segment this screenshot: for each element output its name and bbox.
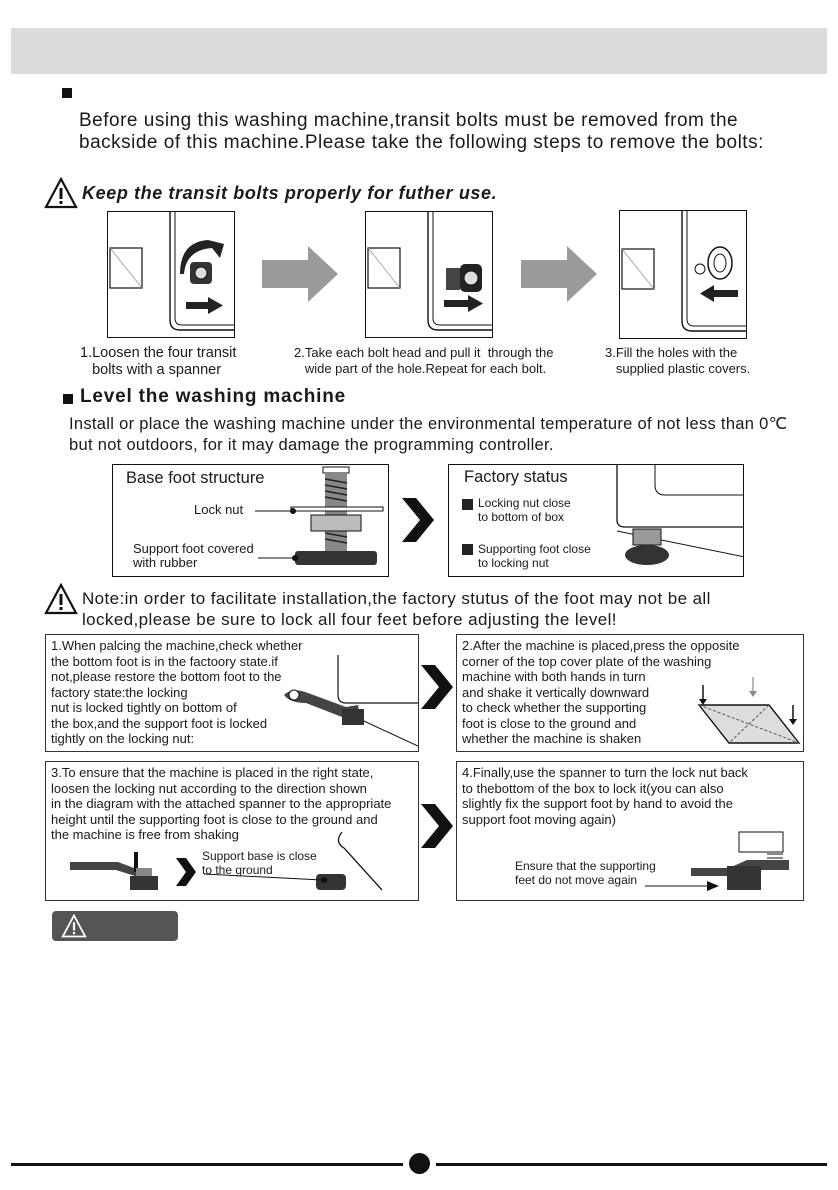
adjust-step-4-box <box>456 761 804 901</box>
ensure-feet-label: Ensure that the supporting feet do not move again <box>515 859 656 887</box>
factory-status-title: Factory status <box>464 468 568 486</box>
chevron-right-icon <box>421 665 453 709</box>
bullet-square <box>63 394 73 404</box>
bolt-step-1-caption: 1.Loosen the four transit bolts with a spanner <box>80 345 237 378</box>
factory-status-box <box>448 464 744 577</box>
level-text: Install or place the washing machine under the environmental temperature of not less than 0℃ but not outdoors, for it may damage the programming controller. <box>69 415 788 454</box>
lock-nut-label: Lock nut <box>194 502 244 517</box>
figure-pull-bolt <box>365 211 493 338</box>
adjust-step-1-box <box>45 634 419 752</box>
legend-square <box>462 544 473 555</box>
level-title: Level the washing machine <box>80 386 347 407</box>
figure-loosen-bolt <box>107 211 235 338</box>
adjust-step-1-text: 1.When palcing the machine,check whether the bottom foot is in the factoory state.if not,please restore the bottom foot to the factory state:the locking nut is locked tightly on bottom of the box,and the support foot is locked tightly on the locking nut: <box>51 638 303 746</box>
intro-text: Before using this washing machine,transit bolts must be removed from the backside of this machine.Please take the following steps to remove the bolts: <box>79 110 764 153</box>
chevron-right-icon <box>402 498 434 542</box>
legend-square <box>462 499 473 510</box>
header-bar <box>11 28 827 74</box>
factory-item-1: Locking nut close to bottom of box <box>478 496 571 524</box>
warning-icon <box>44 583 78 615</box>
adjust-step-3-box <box>45 761 419 901</box>
base-foot-title: Base foot structure <box>126 469 265 487</box>
bolt-step-2-caption: 2.Take each bolt head and pull it through the wide part of the hole.Repeat for each bolt. <box>294 345 554 376</box>
bullet-square <box>62 88 72 98</box>
factory-item-2: Supporting foot close to locking nut <box>478 542 591 570</box>
bolt-step-3-caption: 3.Fill the holes with the supplied plastic covers. <box>605 345 751 376</box>
support-base-label: Support base is close to the ground <box>202 849 317 877</box>
figure-fill-holes <box>619 210 747 339</box>
warning-icon <box>44 177 78 209</box>
arrow-right-icon <box>521 246 597 302</box>
adjust-step-4-text: 4.Finally,use the spanner to turn the lock nut back to thebottom of the box to lock it(you can also slightly fix the support foot by hand to avoid the support foot moving again) <box>462 765 748 827</box>
arrow-right-icon <box>262 246 338 302</box>
keep-bolts-warning: Keep the transit bolts properly for futher use. <box>82 183 498 203</box>
page-dot <box>409 1153 430 1174</box>
adjust-step-3-text: 3.To ensure that the machine is placed in the right state, loosen the locking nut according to the direction shown in the diagram with the attached spanner to the appropriate height until the supporting foot is close to the ground and the machine is free from shaking <box>51 765 392 842</box>
note-text: Note:in order to facilitate installation,the factory stutus of the foot may not be all locked,please be sure to lock all four feet before adjusting the level! <box>82 589 711 629</box>
chevron-right-icon <box>421 804 453 848</box>
base-foot-structure-box <box>112 464 389 577</box>
warning-badge <box>52 911 178 941</box>
footer-line-right <box>436 1163 827 1166</box>
adjust-step-2-text: 2.After the machine is placed,press the opposite corner of the top cover plate of the washing machine with both hands in turn and shake it vertically downward to check whether the supporting foot is close to the ground and whether the machine is shaken <box>462 638 740 746</box>
support-foot-label: Support foot covered with rubber <box>133 541 254 570</box>
warning-icon <box>60 914 88 938</box>
adjust-step-2-box <box>456 634 804 752</box>
footer-line-left <box>11 1163 403 1166</box>
